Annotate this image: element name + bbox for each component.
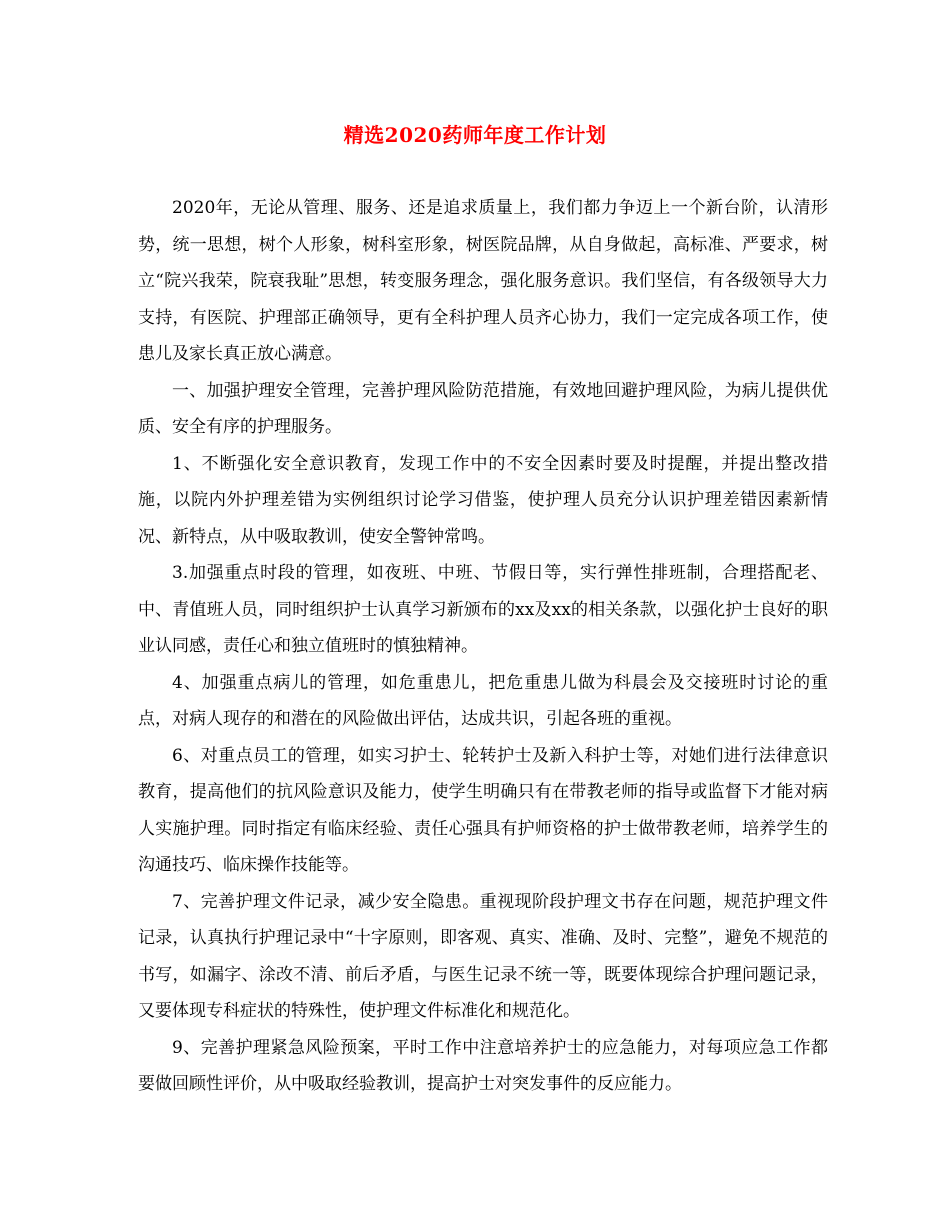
- paragraph-item-7: 7、完善护理文件记录，减少安全隐患。重视现阶段护理文书存在问题，规范护理文件记录，认真执行护理记录中“十字原则，即客观、真实、准确、及时、完整”，避免不规范的书写，如漏字、涂改不清、前后矛盾，与医生记录不统一等，既要体现综合护理问题记录，又要体现专科症状的特殊性，使护理文件标准化和规范化。: [138, 891, 828, 1021]
- paragraph-section-1-heading: 一、加强护理安全管理，完善护理风险防范措施，有效地回避护理风险，为病儿提供优质、安全有序的护理服务。: [138, 380, 828, 437]
- document-body: [138, 190, 828, 1103]
- document-title: 精选2020药师年度工作计划: [343, 123, 607, 147]
- paragraph-item-9: 9、完善护理紧急风险预案，平时工作中注意培养护士的应急能力，对每项应急工作都要做回顾性评价，从中吸取经验教训，提高护士对突发事件的反应能力。: [138, 1037, 828, 1094]
- paragraph-item-4: 4、加强重点病儿的管理，如危重患儿，把危重患儿做为科晨会及交接班时讨论的重点，对病人现存的和潜在的风险做出评估，达成共识，引起各班的重视。: [138, 672, 828, 729]
- paragraph-item-3: 3.加强重点时段的管理，如夜班、中班、节假日等，实行弹性排班制，合理搭配老、中、青值班人员，同时组织护士认真学习新颁布的xx及xx的相关条款，以强化护士良好的职业认同感，责任心和独立值班时的慎独精神。: [138, 563, 828, 656]
- paragraph-item-6: 6、对重点员工的管理，如实习护士、轮转护士及新入科护士等，对她们进行法律意识教育，提高他们的抗风险意识及能力，使学生明确只有在带教老师的指导或监督下才能对病人实施护理。同时指定有临床经验、责任心强具有护师资格的护士做带教老师，培养学生的沟通技巧、临床操作技能等。: [138, 745, 828, 875]
- paragraph-intro: 2020年，无论从管理、服务、还是追求质量上，我们都力争迈上一个新台阶，认清形势，统一思想，树个人形象，树科室形象，树医院品牌，从自身做起，高标准、严要求，树立“院兴我荣，院衰我耻”思想，转变服务理念，强化服务意识。我们坚信，有各级领导大力支持，有医院、护理部正确领导，更有全科护理人员齐心协力，我们一定完成各项工作，使患儿及家长真正放心满意。: [138, 198, 828, 364]
- paragraph-item-1: 1、不断强化安全意识教育，发现工作中的不安全因素时要及时提醒，并提出整改措施，以院内外护理差错为实例组织讨论学习借鉴，使护理人员充分认识护理差错因素新情况、新特点，从中吸取教训，使安全警钟常鸣。: [138, 453, 828, 547]
